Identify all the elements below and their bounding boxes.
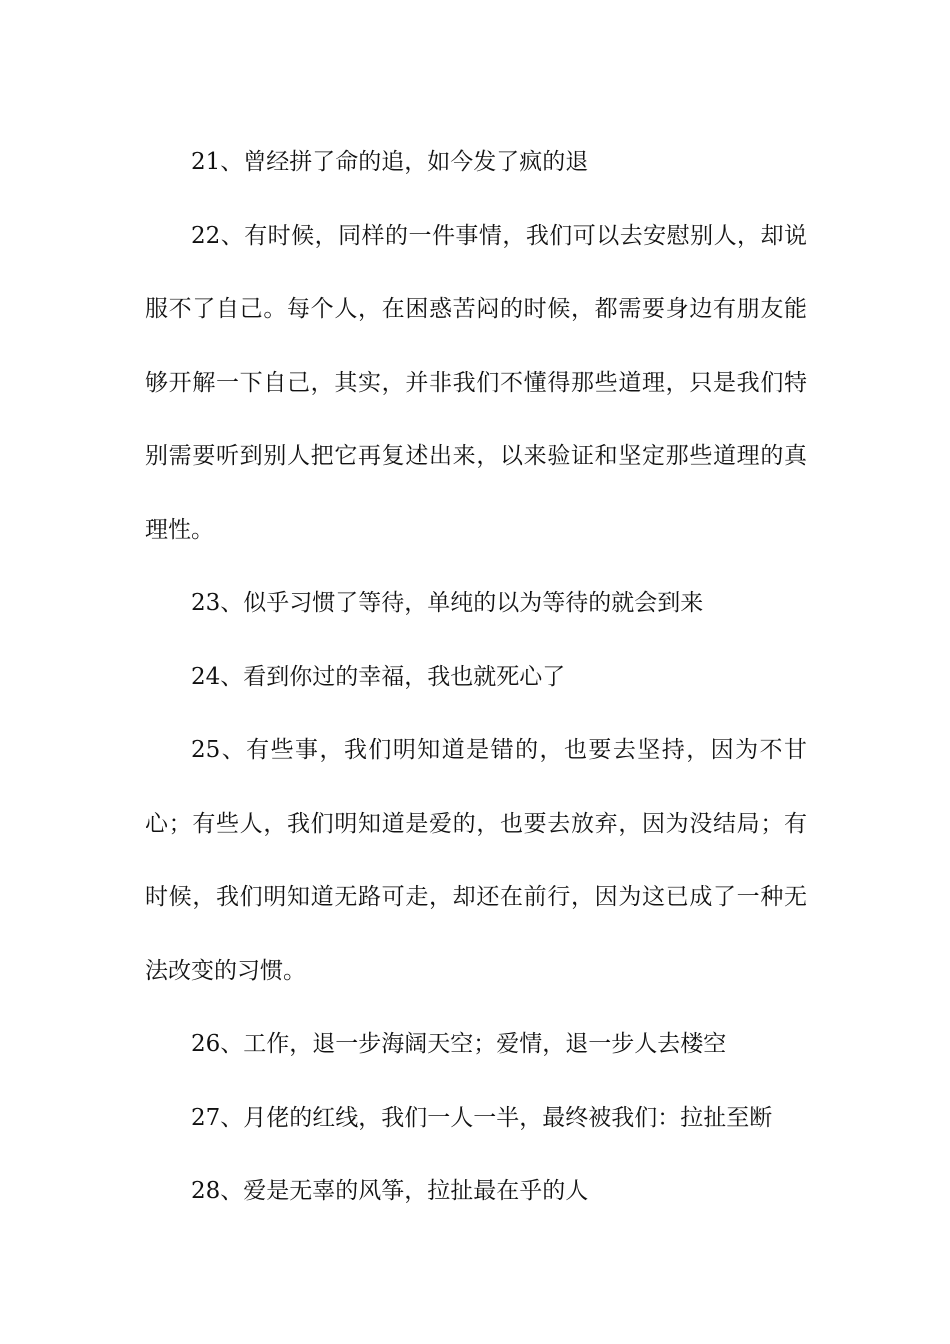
- paragraph-26: 26、工作，退一步海阔天空；爱情，退一步人去楼空: [191, 1031, 727, 1057]
- paragraph-22: 22、有时候，同样的一件事情，我们可以去安慰别人，却说服不了自己。每个人，在困惑苦闷的时候，都需要身边有朋友能够开解一下自己，其实，并非我们不懂得那些道理，只是我们特别需要听到别人把它再复述出来，以来验证和坚定那些道理的真理性。: [145, 222, 807, 543]
- document-body: [145, 126, 807, 1229]
- paragraph-21: 21、曾经拼了命的追，如今发了疯的退: [191, 149, 589, 175]
- paragraph-28: 28、爱是无辜的风筝，拉扯最在乎的人: [191, 1178, 589, 1204]
- paragraph-27: 27、月佬的红线，我们一人一半，最终被我们：拉扯至断: [191, 1104, 773, 1131]
- paragraph-23: 23、似乎习惯了等待，单纯的以为等待的就会到来: [191, 590, 704, 616]
- paragraph-25: 25、有些事，我们明知道是错的，也要去坚持，因为不甘心；有些人，我们明知道是爱的，也要去放弃，因为没结局；有时候，我们明知道无路可走，却还在前行，因为这已成了一种无法改变的习惯。: [145, 737, 807, 984]
- paragraph-24: 24、看到你过的幸福，我也就死心了: [191, 663, 566, 690]
